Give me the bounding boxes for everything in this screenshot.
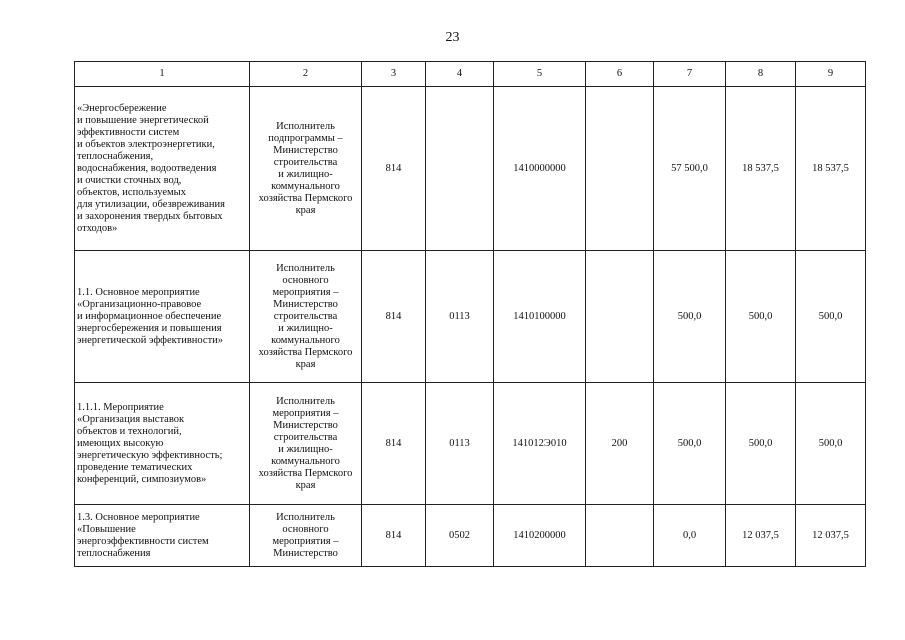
amount-cell: 500,0 — [796, 251, 866, 383]
header-cell: 7 — [654, 62, 726, 87]
expense-type-cell — [586, 87, 654, 251]
executor-cell: Исполнитель мероприятия – Министерство строительства и жилищно- коммунального хозяйства Пермского края — [250, 383, 362, 505]
amount-cell: 18 537,5 — [796, 87, 866, 251]
amount-cell: 0,0 — [654, 505, 726, 567]
amount-cell: 500,0 — [796, 383, 866, 505]
amount-cell: 500,0 — [726, 251, 796, 383]
amount-cell: 500,0 — [654, 383, 726, 505]
section-cell — [426, 87, 494, 251]
target-article-cell: 141012Э010 — [494, 383, 586, 505]
header-cell: 3 — [362, 62, 426, 87]
table-row — [75, 505, 866, 567]
measure-description: «Энергосбережение и повышение энергетической эффективности систем и объектов электроэнергетики, теплоснабжения, водоснабжения, водоотведения и очистки сточных вод, объектов, используемых для утилизации, обезвреживания и захоронения твердых бытовых отходов» — [75, 87, 250, 251]
header-cell: 5 — [494, 62, 586, 87]
budget-table — [74, 61, 866, 567]
executor-cell: Исполнитель подпрограммы – Министерство строительства и жилищно- коммунального хозяйства Пермского края — [250, 87, 362, 251]
measure-description: 1.1.1. Мероприятие «Организация выставок объектов и технологий, имеющих высокую энергетическую эффективность; проведение тематических конференций, симпозиумов» — [75, 383, 250, 505]
section-cell: 0502 — [426, 505, 494, 567]
header-cell: 6 — [586, 62, 654, 87]
header-row — [75, 62, 866, 87]
header-cell: 8 — [726, 62, 796, 87]
table-row — [75, 251, 866, 383]
page-number: 23 — [445, 30, 460, 45]
amount-cell: 18 537,5 — [726, 87, 796, 251]
target-article-cell: 1410100000 — [494, 251, 586, 383]
table-row — [75, 87, 866, 251]
amount-cell: 500,0 — [726, 383, 796, 505]
table-row — [75, 383, 866, 505]
amount-cell: 57 500,0 — [654, 87, 726, 251]
measure-description: 1.1. Основное мероприятие «Организационно-правовое и информационное обеспечение энергосбережения и повышения энергетической эффективности» — [75, 251, 250, 383]
code-cell: 814 — [362, 87, 426, 251]
header-cell: 4 — [426, 62, 494, 87]
section-cell: 0113 — [426, 383, 494, 505]
header-cell: 1 — [75, 62, 250, 87]
expense-type-cell: 200 — [586, 383, 654, 505]
section-cell: 0113 — [426, 251, 494, 383]
code-cell: 814 — [362, 383, 426, 505]
target-article-cell: 1410000000 — [494, 87, 586, 251]
amount-cell: 12 037,5 — [796, 505, 866, 567]
header-cell: 9 — [796, 62, 866, 87]
header-cell: 2 — [250, 62, 362, 87]
amount-cell: 12 037,5 — [726, 505, 796, 567]
executor-cell: Исполнитель основного мероприятия – Министерство строительства и жилищно- коммунального хозяйства Пермского края — [250, 251, 362, 383]
target-article-cell: 1410200000 — [494, 505, 586, 567]
measure-description: 1.3. Основное мероприятие «Повышение энергоэффективности систем теплоснабжения — [75, 505, 250, 567]
expense-type-cell — [586, 505, 654, 567]
executor-cell: Исполнитель основного мероприятия – Министерство — [250, 505, 362, 567]
code-cell: 814 — [362, 505, 426, 567]
expense-type-cell — [586, 251, 654, 383]
code-cell: 814 — [362, 251, 426, 383]
amount-cell: 500,0 — [654, 251, 726, 383]
